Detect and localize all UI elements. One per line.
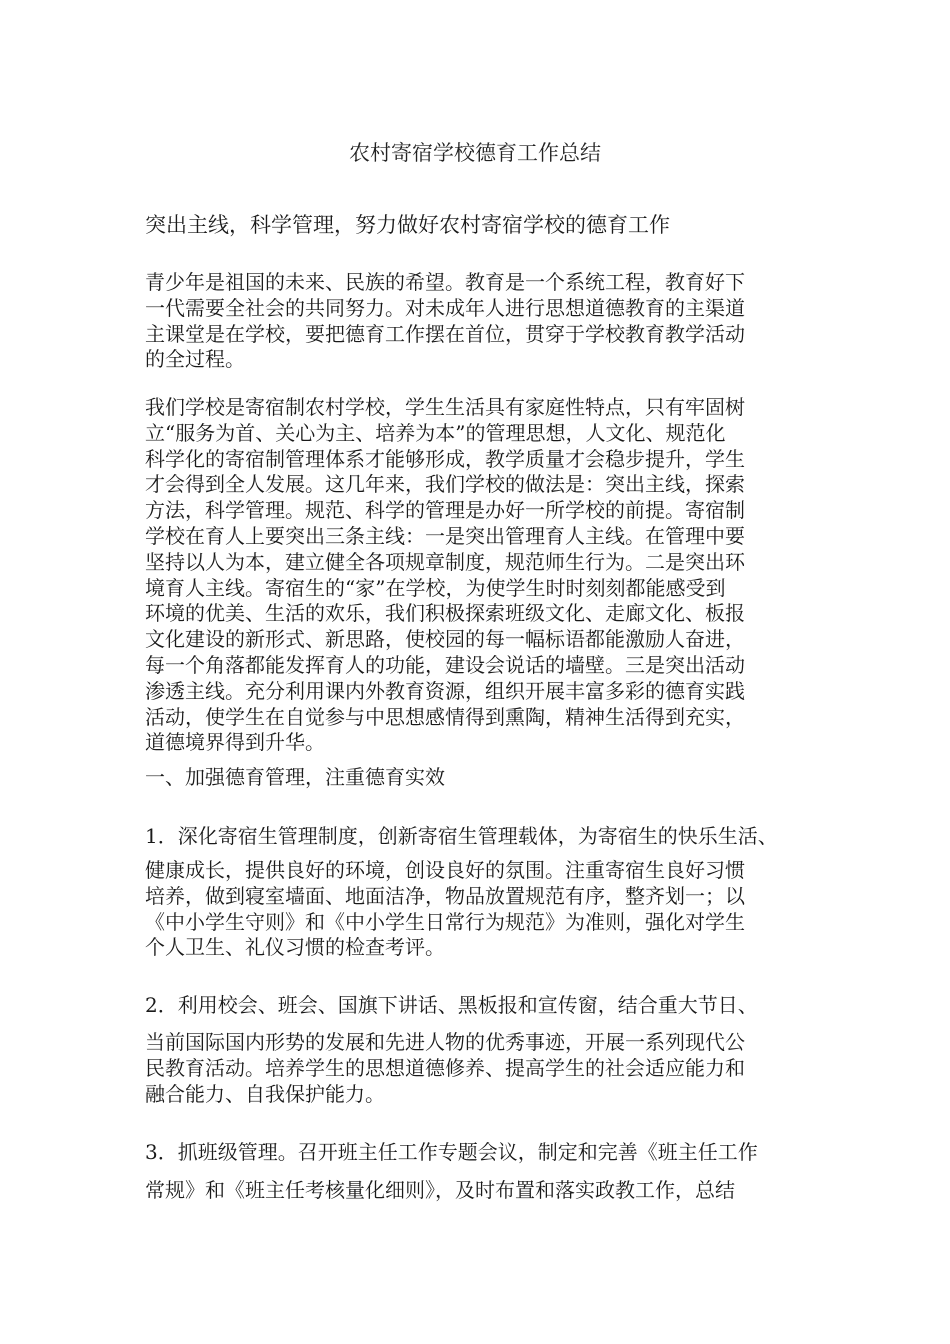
item-3-body: 常规》和《班主任考核量化细则》，及时布置和落实政教工作，总结: [145, 1178, 735, 1202]
item-2-lead: 2．利用校会、班会、国旗下讲话、黑板报和宣传窗，结合重大节日、: [145, 993, 758, 1017]
item-1-lead: 1．深化寄宿生管理制度，创新寄宿生管理载体，为寄宿生的快乐生活、: [145, 824, 778, 848]
document-subtitle: 突出主线，科学管理，努力做好农村寄宿学校的德育工作: [145, 213, 670, 237]
paragraph-school-practice: 我们学校是寄宿制农村学校，学生生活具有家庭性特点，只有牢固树 立“服务为首、关心为主、培养为本”的管理思想，人文化、规范化 科学化的寄宿制管理体系才能够形成，教学质量才会稳步提升，学生 才会得到全人发展。这几年来，我们学校的做法是：突出主线，探索 方法，科学管理。规范、科学的管理是办好一所学校的前提。寄宿制 学校在育人上要突出三条主线：一是突出管理育人主线。在管理中要 坚持以人为本，建立健全各项规章制度，规范师生行为。二是突出环 境育人主线。寄宿生的“家”在学校，为使学生时时刻刻都能感受到 环境的优美、生活的欢乐，我们积极探索班级文化、走廊文化、板报 文化建设的新形式、新思路，使校园的每一幅标语都能激励人奋进， 每一个角落都能发挥育人的功能，建设会说话的墙壁。三是突出活动 渗透主线。充分利用课内外教育资源，组织开展丰富多彩的德育实践 活动，使学生在自觉参与中思想感情得到熏陶，精神生活得到充实， 道德境界得到升华。: [145, 395, 745, 755]
item-1-body: 健康成长，提供良好的环境，创设良好的氛围。注重寄宿生良好习惯 培养，做到寝室墙面、地面洁净，物品放置规范有序，整齐划一；以 《中小学生守则》和《中小学生日常行为规范》为准则，强化对学生 个人卫生、礼仪习惯的检查考评。: [145, 858, 745, 960]
item-2-body: 当前国际国内形势的发展和先进人物的优秀事迹，开展一系列现代公 民教育活动。培养学生的思想道德修养、提高学生的社会适应能力和 融合能力、自我保护能力。: [145, 1030, 745, 1106]
document-title: 农村寄宿学校德育工作总结: [349, 141, 601, 165]
item-3-lead: 3．抓班级管理。召开班主任工作专题会议，制定和完善《班主任工作: [145, 1140, 758, 1164]
paragraph-intro: 青少年是祖国的未来、民族的希望。教育是一个系统工程，教育好下 一代需要全社会的共同努力。对未成年人进行思想道德教育的主渠道 主课堂是在学校，要把德育工作摆在首位，贯穿于学校教育教学活动 的全过程。: [145, 270, 745, 372]
section-heading-1: 一、加强德育管理，注重德育实效: [145, 765, 445, 789]
